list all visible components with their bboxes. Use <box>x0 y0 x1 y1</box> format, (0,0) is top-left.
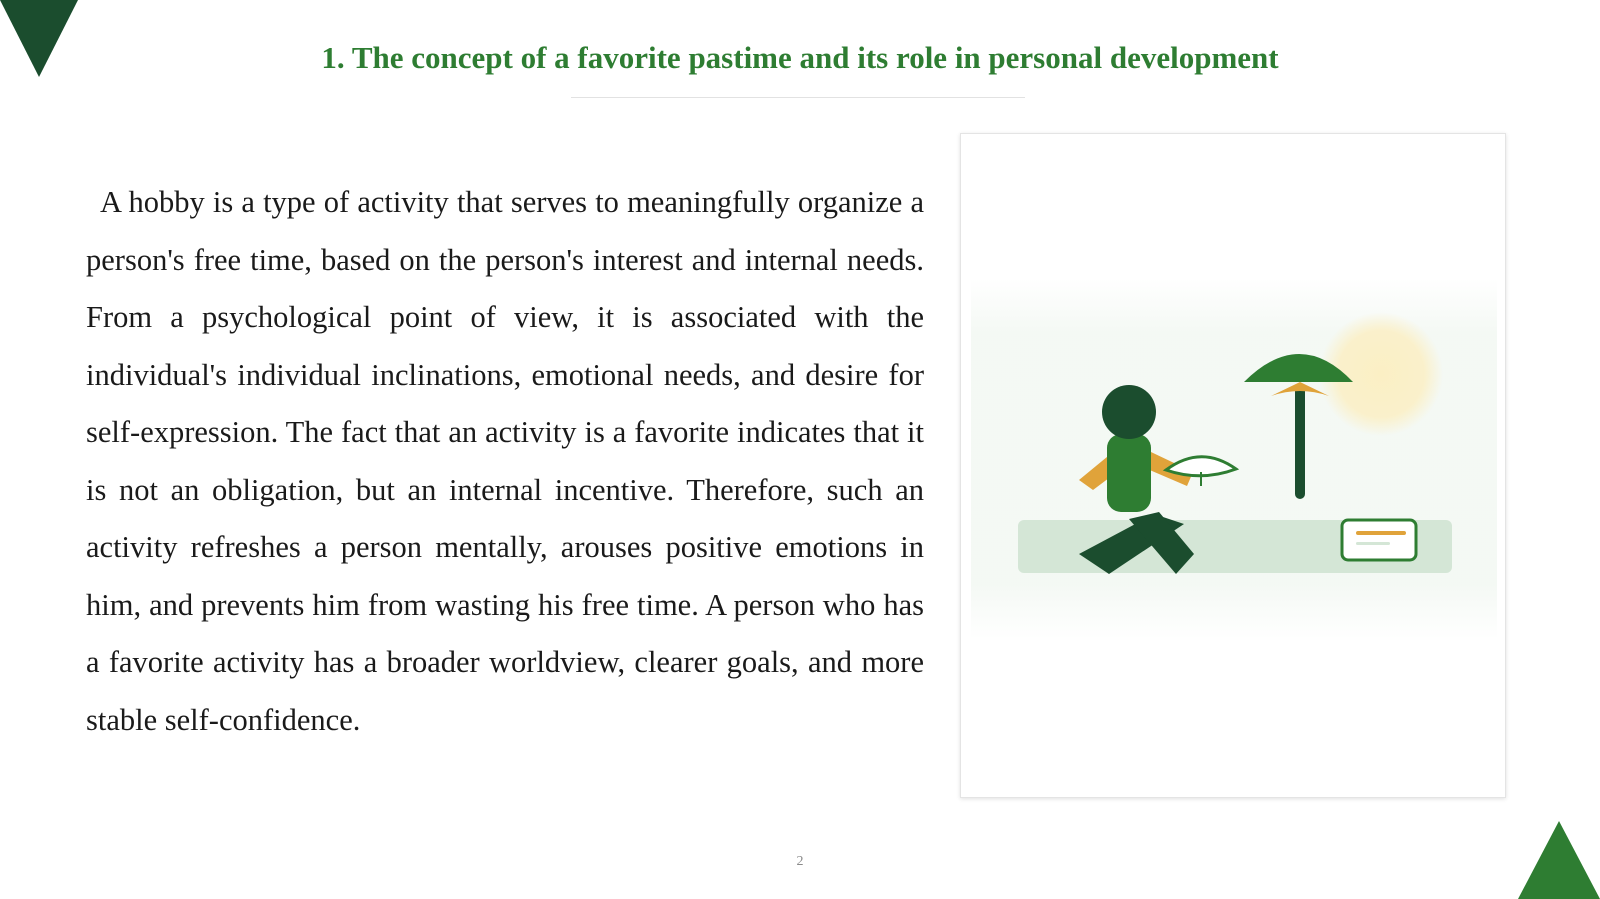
card-line-accent <box>1356 531 1406 535</box>
title-divider <box>571 97 1025 98</box>
page-number: 2 <box>796 854 804 869</box>
slide-title: 1. The concept of a favorite pastime and its role in personal development <box>321 40 1279 75</box>
person-head <box>1102 385 1156 439</box>
person-body <box>1107 434 1151 512</box>
illustration-card <box>960 133 1506 798</box>
card-line <box>1356 542 1390 545</box>
body-paragraph: A hobby is a type of activity that serves to meaningfully organize a person's free time, based on the person's interest and internal needs. From a psychological point of view, it is associated with the individual's individual inclinations, emotional needs, and desire for self-expression. The fact that an activity is a favorite indicates that it is not an obligation, but an internal incentive. Therefore, such an activity refreshes a person mentally, arouses positive emotions in him, and prevents him from wasting his free time. A person who has a favorite activity has a broader worldview, clearer goals, and more stable self-confidence. <box>86 185 924 737</box>
card-icon <box>1342 520 1416 560</box>
person-with-umbrella-illustration <box>961 134 1506 798</box>
umbrella-pole <box>1295 384 1305 499</box>
